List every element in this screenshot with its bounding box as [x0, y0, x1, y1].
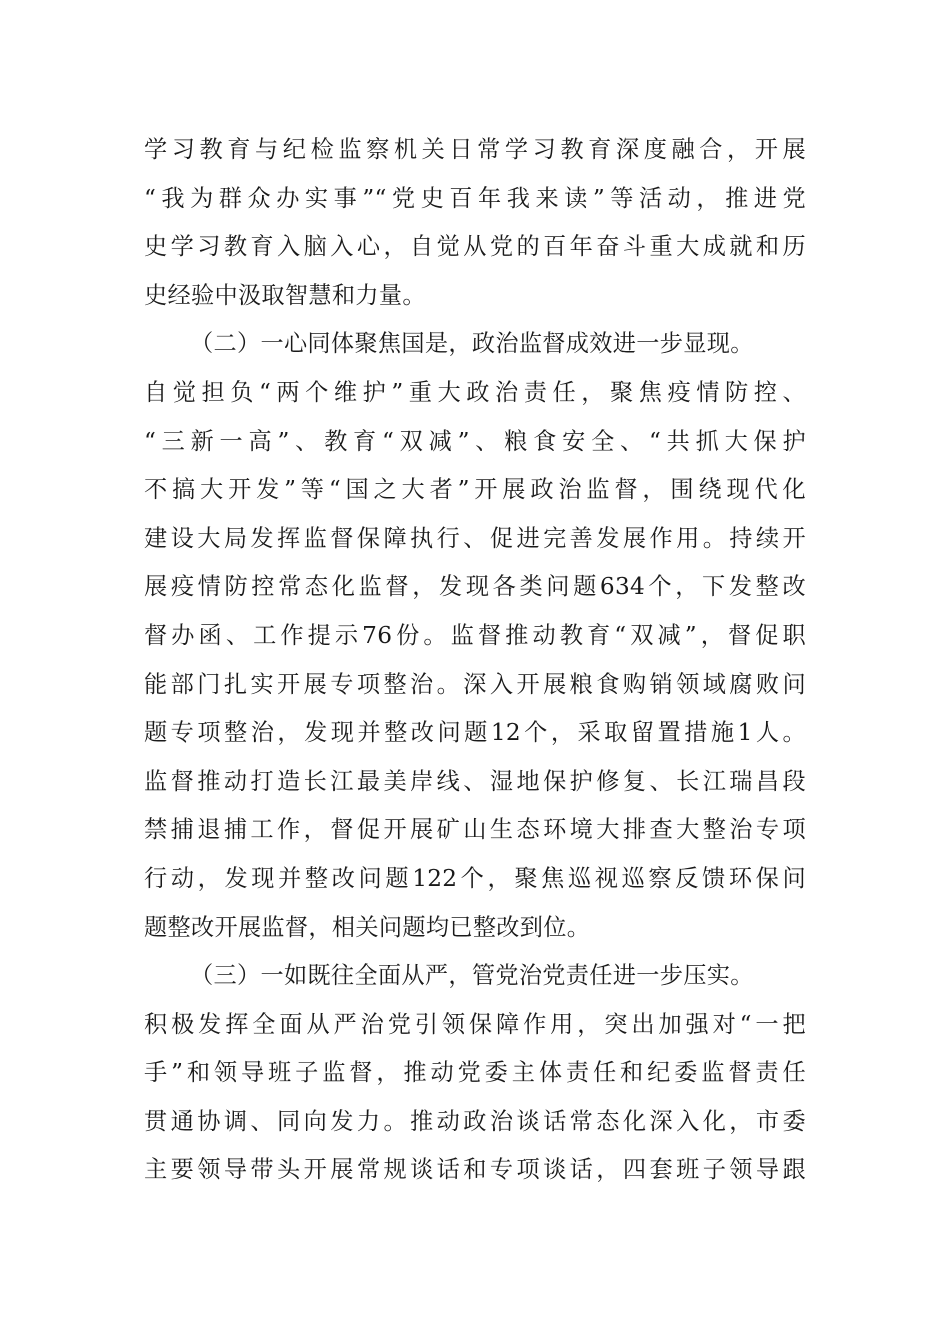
- text-line: 自觉担负“两个维护”重大政治责任，聚焦疫情防控、: [144, 378, 806, 406]
- section-heading-3: （三）一如既往全面从严，管党治党责任进一步压实。: [190, 962, 754, 990]
- text-line: “三新一高”、教育“双减”、粮食安全、“共抓大保护: [144, 427, 806, 455]
- text-line: 督办函、工作提示76份。监督推动教育“双减”，督促职: [144, 621, 806, 649]
- text-line: 主要领导带头开展常规谈话和专项谈话，四套班子领导跟: [144, 1156, 806, 1184]
- text-line: 积极发挥全面从严治党引领保障作用，突出加强对“一把: [144, 1010, 806, 1038]
- body-text: [144, 126, 806, 1195]
- text-line: 禁捕退捕工作，督促开展矿山生态环境大排查大整治专项: [144, 816, 806, 844]
- text-line: 史学习教育入脑入心，自觉从党的百年奋斗重大成就和历: [144, 233, 806, 261]
- text-line: 展疫情防控常态化监督，发现各类问题634个，下发整改: [144, 573, 806, 601]
- text-line: 不搞大开发”等“国之大者”开展政治监督，围绕现代化: [144, 476, 806, 504]
- section-heading-2: （二）一心同体聚焦国是，政治监督成效进一步显现。: [190, 330, 754, 358]
- text-line: 建设大局发挥监督保障执行、促进完善发展作用。持续开: [144, 524, 806, 552]
- text-line: 监督推动打造长江最美岸线、湿地保护修复、长江瑞昌段: [144, 767, 806, 795]
- paragraph-end-line: 史经验中汲取智慧和力量。: [144, 281, 426, 309]
- text-line: 题专项整治，发现并整改问题12个，采取留置措施1人。: [144, 719, 806, 747]
- text-line: 手”和领导班子监督，推动党委主体责任和纪委监督责任: [144, 1059, 806, 1087]
- text-line: 学习教育与纪检监察机关日常学习教育深度融合，开展: [144, 136, 806, 163]
- text-line: 行动，发现并整改问题122个，聚焦巡视巡察反馈环保问: [144, 864, 806, 892]
- text-line: 能部门扎实开展专项整治。深入开展粮食购销领域腐败问: [144, 670, 806, 698]
- paragraph-end-line: 题整改开展监督，相关问题均已整改到位。: [144, 913, 591, 941]
- text-line: “我为群众办实事”“党史百年我来读”等活动，推进党: [144, 184, 806, 212]
- text-line: 贯通协调、同向发力。推动政治谈话常态化深入化，市委: [144, 1107, 806, 1135]
